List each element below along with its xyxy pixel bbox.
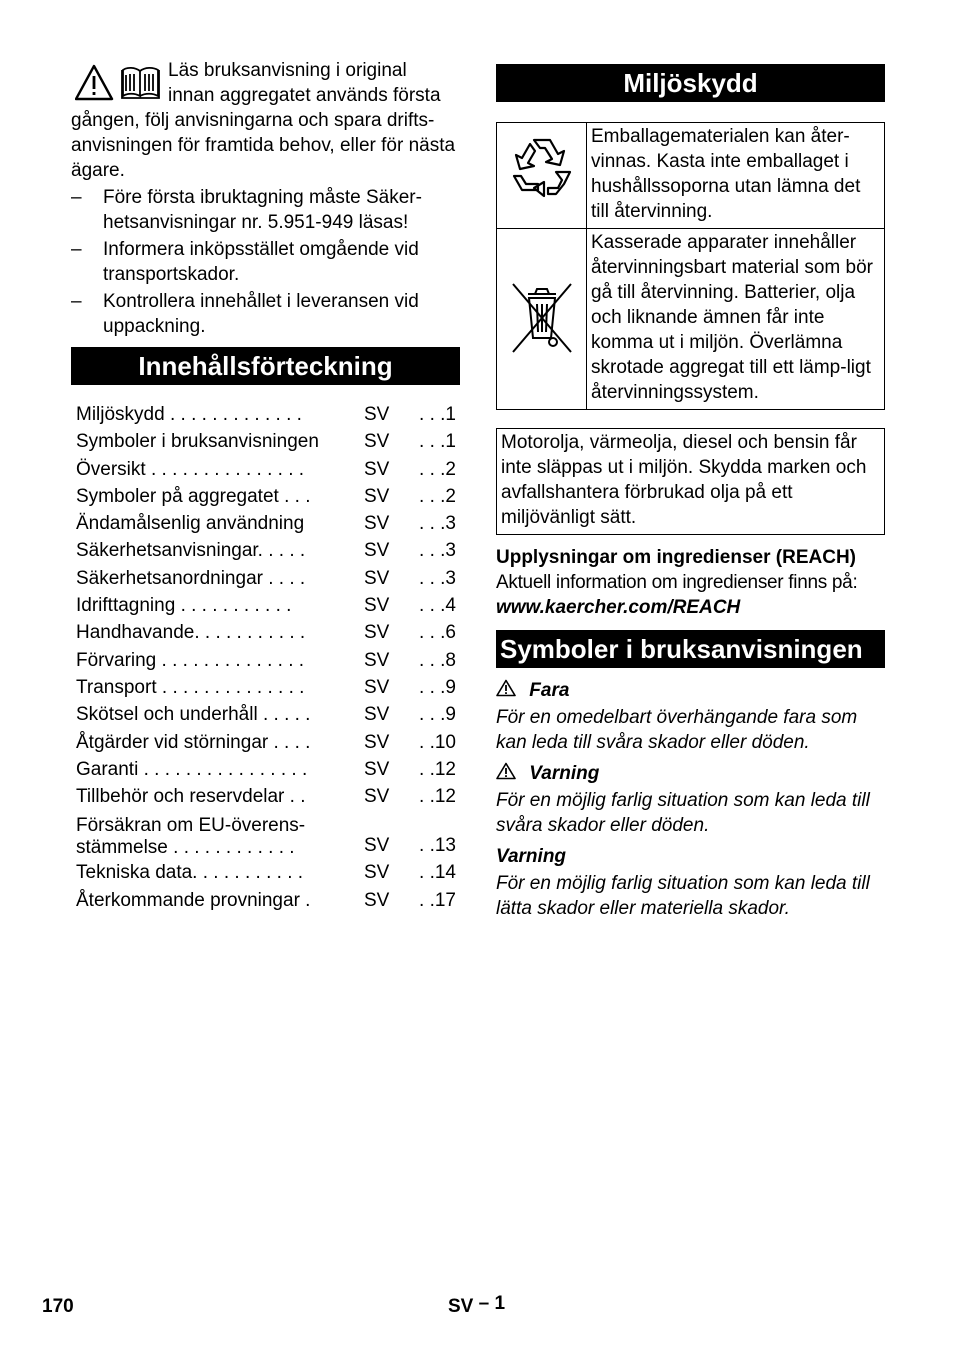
toc-title: Miljöskydd . . . . . . . . . . . . . — [76, 404, 302, 425]
warning-triangle-icon — [76, 66, 112, 99]
crossed-bin-icon-cell — [497, 229, 587, 410]
toc-page: . . .2 — [419, 485, 456, 507]
toc-lang: SV — [364, 676, 390, 698]
manual-book-icon — [122, 68, 159, 98]
toc-row[interactable] — [76, 674, 460, 701]
toc-lang: SV — [364, 513, 390, 535]
intro-paragraph — [71, 58, 460, 183]
symbol-label-row — [496, 761, 885, 786]
recycling-icon — [504, 132, 580, 212]
warning-triangle-icon — [496, 679, 516, 697]
toc-row[interactable] — [76, 510, 460, 537]
reach-link[interactable]: www.kaercher.com/REACH — [496, 597, 741, 618]
toc-row[interactable] — [76, 887, 460, 914]
crossed-bin-icon — [509, 276, 575, 356]
toc-row[interactable] — [76, 859, 460, 886]
crossed-bin-text: Kasserade apparater innehåller återvinningsbart material som bör gå till återvinning. Batterier, olja och liknande ämnen får inte komma ut i miljön. Överlämna skrotade aggregat till ett lämp-ligt återvinningssystem. — [587, 229, 885, 410]
toc-lang: SV — [364, 758, 390, 780]
intro-rest: gången, följ anvisningarna och spara drifts-anvisningen för framtida behov, eller för nästa ägare. — [71, 110, 456, 181]
toc-page: . .17 — [419, 889, 456, 911]
toc-row[interactable] — [76, 592, 460, 619]
warning-triangle-icon — [496, 762, 516, 780]
environment-table — [496, 122, 885, 410]
reach-text: Aktuell information om ingredienser finns på: — [496, 572, 858, 593]
toc-page: . . .3 — [419, 567, 456, 589]
symbol-label: Fara — [529, 680, 570, 701]
toc-title: Återkommande provningar . — [76, 889, 311, 911]
toc-row[interactable] — [76, 619, 460, 646]
dash-marker: – — [71, 239, 82, 260]
footer-section — [448, 1293, 506, 1318]
reach-heading: Upplysningar om ingredienser (REACH) — [496, 547, 856, 568]
recycling-text: Emballagematerialen kan åter-vinnas. Kasta inte emballaget i hushållssoporna utan lämna det till återvinning. — [587, 123, 885, 229]
intro-line-2: innan aggregatet används första — [168, 85, 441, 106]
table-row — [497, 229, 885, 410]
toc-page: . . .2 — [419, 458, 456, 480]
toc-row[interactable] — [76, 456, 460, 483]
toc-lang: SV — [364, 889, 390, 911]
toc-page: . . .3 — [419, 513, 456, 535]
page-number: 170 — [42, 1296, 74, 1317]
list-item — [71, 185, 460, 235]
toc-page: . . .4 — [419, 595, 456, 617]
toc-page: . . .3 — [419, 540, 456, 562]
toc-lang: SV — [364, 540, 390, 562]
toc-lang: SV — [364, 835, 390, 857]
toc-page: . . .9 — [419, 704, 456, 726]
toc-row[interactable] — [76, 428, 460, 455]
intro-icons — [75, 64, 163, 102]
list-item-text: Före första ibruktagning måste Säker-hetsanvisningar nr. 5.951-949 läsas! — [103, 187, 422, 233]
list-item — [71, 237, 460, 287]
toc-title: Översikt . . . . . . . . . . . . . . . — [76, 458, 305, 480]
toc-page: . . .8 — [419, 649, 456, 671]
toc-lang: SV — [364, 786, 390, 808]
toc-page: . . .9 — [419, 676, 456, 698]
toc-title: Symboler på aggregatet . . . — [76, 485, 311, 507]
symbol-description: För en omedelbart överhängande fara som kan leda till svåra skador eller döden. — [496, 707, 858, 753]
toc-title: Garanti . . . . . . . . . . . . . . . . — [76, 758, 308, 780]
symbols-heading: Symboler i bruksanvisningen — [496, 630, 885, 668]
toc-lang: SV — [364, 567, 390, 589]
toc-lang: SV — [364, 404, 390, 425]
toc-lang: SV — [364, 485, 390, 507]
dash-marker: – — [71, 291, 82, 312]
right-column — [496, 64, 885, 921]
toc-lang: SV — [364, 458, 390, 480]
toc-lang: SV — [364, 704, 390, 726]
toc-page: . .13 — [419, 835, 456, 857]
toc-page: . .14 — [419, 862, 456, 884]
toc-title: Skötsel och underhåll . . . . . — [76, 704, 311, 726]
footer-section-page: – 1 — [478, 1293, 506, 1314]
oil-notice-box: Motorolja, värmeolja, diesel och bensin får inte släppas ut i miljön. Skydda marken och avfallshantera förbrukad olja på ett miljövänligt sätt. — [496, 428, 885, 535]
toc-row[interactable] — [76, 701, 460, 728]
symbol-label: Varning — [529, 763, 600, 784]
toc-title: Säkerhetsanordningar . . . . — [76, 567, 306, 589]
recycling-icon-cell — [497, 123, 587, 229]
toc-title: Idrifttagning . . . . . . . . . . . — [76, 595, 292, 617]
toc-lang: SV — [364, 622, 390, 644]
toc-title: Försäkran om EU-överens-stämmelse . . . . . . . . . . . . — [76, 815, 306, 859]
toc-title: Ändamålsenlig användning — [76, 513, 305, 535]
intro-line-1: Läs bruksanvisning i original — [168, 60, 407, 81]
toc-page: . . .1 — [419, 431, 456, 453]
toc-row[interactable] — [76, 483, 460, 510]
toc-page: . . .6 — [419, 622, 456, 644]
toc-row[interactable] — [76, 729, 460, 756]
toc-page: . .12 — [419, 786, 456, 808]
toc-heading: Innehållsförteckning — [71, 347, 460, 385]
toc-title: Förvaring . . . . . . . . . . . . . . — [76, 649, 305, 671]
toc-title: Tillbehör och reservdelar . . — [76, 786, 306, 808]
toc-title: Handhavande. . . . . . . . . . . — [76, 622, 306, 644]
toc-lang: SV — [364, 649, 390, 671]
symbol-description: För en möjlig farlig situation som kan leda till lätta skador eller materiella skador. — [496, 873, 870, 919]
toc-lang: SV — [364, 862, 390, 884]
toc-row[interactable] — [76, 756, 460, 783]
toc-title: Åtgärder vid störningar . . . . — [76, 731, 311, 753]
toc-page: . .10 — [419, 731, 456, 753]
toc-title: Tekniska data. . . . . . . . . . . — [76, 862, 304, 884]
list-item-text: Kontrollera innehållet i leveransen vid uppackning. — [103, 291, 419, 337]
environment-heading: Miljöskydd — [496, 64, 885, 102]
dash-marker: – — [71, 187, 82, 208]
toc-lang: SV — [364, 731, 390, 753]
toc-lang: SV — [364, 431, 390, 453]
toc-row[interactable] — [76, 537, 460, 564]
symbol-label: Varning — [496, 846, 567, 867]
intro-bullet-list — [71, 185, 460, 339]
toc-row[interactable] — [76, 810, 460, 859]
toc-page: . . .1 — [419, 404, 456, 425]
toc-lang: SV — [364, 595, 390, 617]
symbols-section — [496, 678, 885, 921]
list-item-text: Informera inköpsstället omgående vid transportskador. — [103, 239, 419, 285]
toc-title: Säkerhetsanvisningar. . . . . — [76, 540, 306, 562]
list-item — [71, 289, 460, 339]
toc-title: Symboler i bruksanvisningen — [76, 431, 319, 453]
toc-row[interactable] — [76, 783, 460, 810]
toc-row[interactable] — [76, 565, 460, 592]
toc-page: . .12 — [419, 758, 456, 780]
toc-title: Transport . . . . . . . . . . . . . . — [76, 676, 305, 698]
toc-row[interactable] — [76, 647, 460, 674]
toc-row[interactable] — [76, 401, 460, 428]
table-row — [497, 123, 885, 229]
left-column — [71, 58, 460, 914]
footer-section-code: SV — [448, 1296, 474, 1317]
symbol-description: För en möjlig farlig situation som kan leda till svåra skador eller döden. — [496, 790, 870, 836]
symbol-label-row — [496, 678, 885, 703]
table-of-contents — [71, 401, 460, 914]
